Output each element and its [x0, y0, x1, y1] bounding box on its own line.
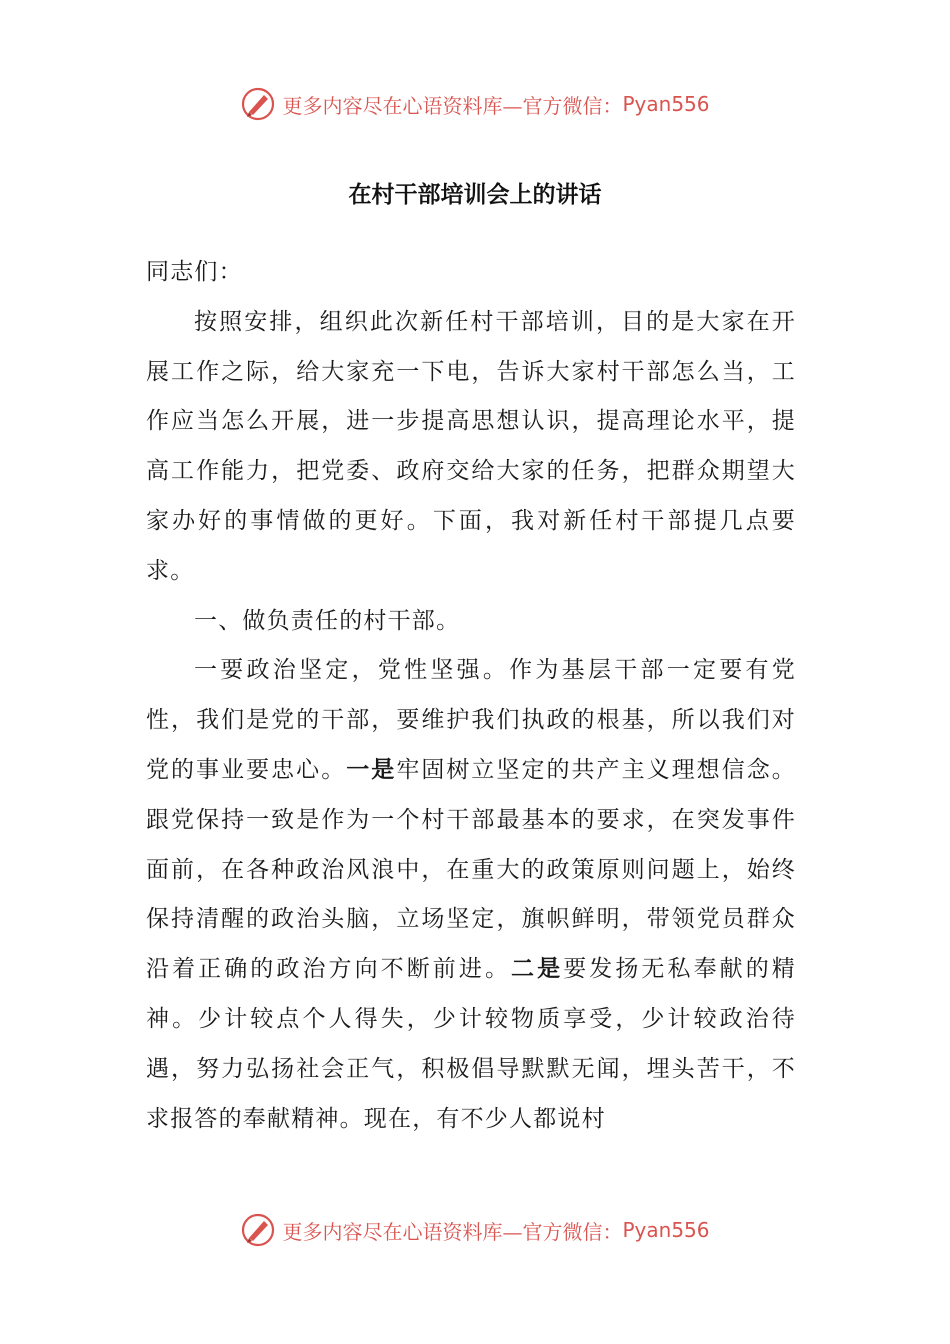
intro-paragraph: 按照安排，组织此次新任村干部培训，目的是大家在开展工作之际，给大家充一下电，告诉大家村干部怎么当，工作应当怎么开展，进一步提高思想认识，提高理论水平，提高工作能力，把党委、政府交给大家的任务，把群众期望大家办好的事情做的更好。下面，我对新任村干部提几点要求。	[146, 308, 796, 584]
salutation: 同志们：	[146, 259, 243, 285]
paragraph-text: 要发扬无私奉献的精神。少计较点个人得失，少计较物质享受，少计较政治待遇，努力弘扬社会正气，积极倡导默默无闻，埋头苦干，不求报答的奉献精神。现在，有不少人都说村	[146, 956, 796, 1132]
paragraph-lead: 一要政治坚定，党性坚强。作为基层干部一定要有党性，我们是党的干部，要维护我们执政的根基，所以我们对党的事业要忠心。	[146, 657, 796, 783]
pen-logo-icon	[240, 86, 276, 122]
section-heading: 一、做负责任的村干部。	[194, 607, 461, 634]
body-paragraph	[146, 646, 796, 1144]
pen-logo-icon	[240, 1212, 276, 1248]
document-title: 在村干部培训会上的讲话	[348, 182, 602, 208]
watermark-text: 更多内容尽在心语资料库—官方微信：	[282, 1219, 623, 1244]
watermark-wechat-id: Pyan556	[622, 92, 710, 116]
bold-marker-second: 二是	[511, 956, 564, 983]
watermark-banner-top	[0, 84, 950, 124]
watermark-text: 更多内容尽在心语资料库—官方微信：	[282, 93, 623, 118]
paragraph-text: 牢固树立坚定的共产主义理想信念。跟党保持一致是作为一个村干部最基本的要求，在突发事件面前，在各种政治风浪中，在重大的政策原则问题上，始终保持清醒的政治头脑，立场坚定，旗帜鲜明，带领党员群众沿着正确的政治方向不断前进。	[146, 756, 796, 983]
bold-marker-first: 一是	[346, 756, 397, 783]
watermark-wechat-id: Pyan556	[622, 1218, 710, 1242]
watermark-banner-bottom	[0, 1210, 950, 1250]
document-body	[146, 248, 796, 1144]
